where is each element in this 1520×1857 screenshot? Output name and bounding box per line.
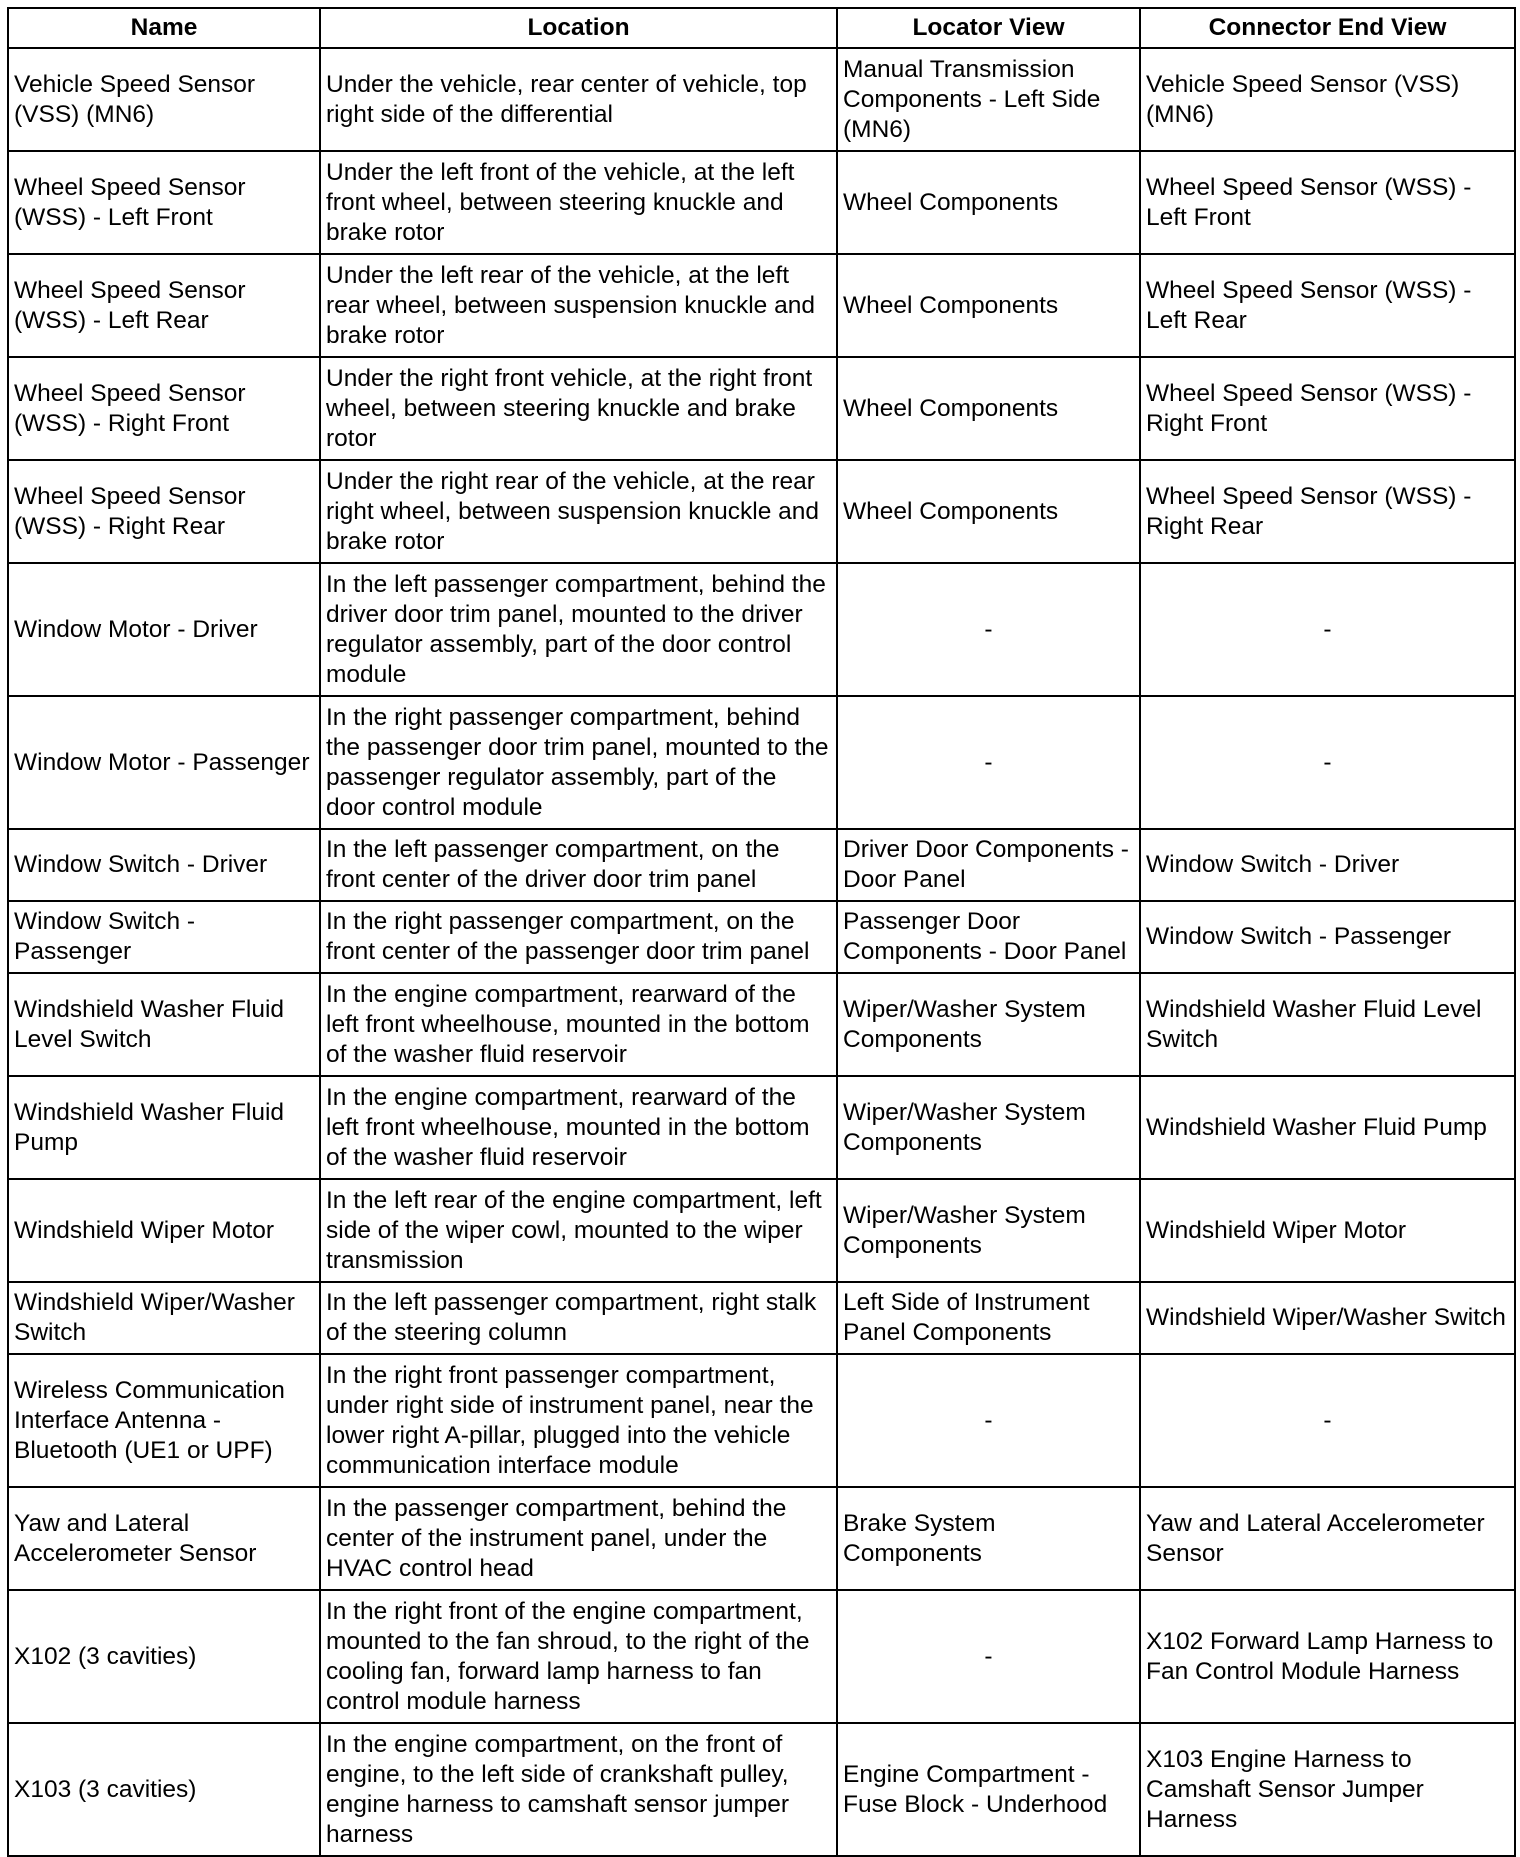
cell-name: Windshield Wiper/Washer Switch: [8, 1282, 320, 1354]
cell-locator-view: Wheel Components: [837, 460, 1140, 563]
cell-connector-end-view: Window Switch - Passenger: [1140, 901, 1515, 973]
table-row: [8, 460, 1515, 563]
cell-connector-end-view: X103 Engine Harness to Camshaft Sensor Jumper Harness: [1140, 1723, 1515, 1856]
cell-location: In the engine compartment, rearward of the left front wheelhouse, mounted in the bottom of the washer fluid reservoir: [320, 973, 837, 1076]
cell-name: Wheel Speed Sensor (WSS) - Right Front: [8, 357, 320, 460]
cell-locator-view: Brake System Components: [837, 1487, 1140, 1590]
cell-connector-end-view: X102 Forward Lamp Harness to Fan Control Module Harness: [1140, 1590, 1515, 1723]
cell-location: In the engine compartment, on the front of engine, to the left side of crankshaft pulley, engine harness to camshaft sensor jumper harness: [320, 1723, 837, 1856]
cell-locator-view: Wiper/Washer System Components: [837, 1179, 1140, 1282]
cell-name: Wheel Speed Sensor (WSS) - Left Front: [8, 151, 320, 254]
cell-name: Wireless Communication Interface Antenna - Bluetooth (UE1 or UPF): [8, 1354, 320, 1487]
table-row: [8, 1076, 1515, 1179]
cell-location: In the right front of the engine compartment, mounted to the fan shroud, to the right of the cooling fan, forward lamp harness to fan control module harness: [320, 1590, 837, 1723]
cell-connector-end-view: Windshield Washer Fluid Pump: [1140, 1076, 1515, 1179]
table-row: [8, 563, 1515, 696]
cell-location: In the passenger compartment, behind the center of the instrument panel, under the HVAC control head: [320, 1487, 837, 1590]
cell-connector-end-view: Wheel Speed Sensor (WSS) - Right Front: [1140, 357, 1515, 460]
cell-locator-view: -: [837, 1590, 1140, 1723]
cell-locator-view: Wheel Components: [837, 151, 1140, 254]
cell-name: X103 (3 cavities): [8, 1723, 320, 1856]
cell-name: Window Switch - Passenger: [8, 901, 320, 973]
cell-name: Windshield Washer Fluid Pump: [8, 1076, 320, 1179]
cell-location: Under the left front of the vehicle, at the left front wheel, between steering knuckle and brake rotor: [320, 151, 837, 254]
cell-name: Windshield Washer Fluid Level Switch: [8, 973, 320, 1076]
cell-locator-view: Engine Compartment - Fuse Block - Underhood: [837, 1723, 1140, 1856]
cell-name: Windshield Wiper Motor: [8, 1179, 320, 1282]
cell-name: Wheel Speed Sensor (WSS) - Right Rear: [8, 460, 320, 563]
cell-connector-end-view: Yaw and Lateral Accelerometer Sensor: [1140, 1487, 1515, 1590]
table-body: [8, 48, 1515, 1856]
cell-locator-view: Driver Door Components - Door Panel: [837, 829, 1140, 901]
table-row: [8, 1179, 1515, 1282]
cell-connector-end-view: Vehicle Speed Sensor (VSS) (MN6): [1140, 48, 1515, 151]
cell-location: Under the right front vehicle, at the right front wheel, between steering knuckle and brake rotor: [320, 357, 837, 460]
cell-locator-view: -: [837, 696, 1140, 829]
cell-location: In the right passenger compartment, on the front center of the passenger door trim panel: [320, 901, 837, 973]
cell-name: Yaw and Lateral Accelerometer Sensor: [8, 1487, 320, 1590]
cell-name: Vehicle Speed Sensor (VSS) (MN6): [8, 48, 320, 151]
cell-connector-end-view: Wheel Speed Sensor (WSS) - Left Rear: [1140, 254, 1515, 357]
cell-connector-end-view: -: [1140, 1354, 1515, 1487]
table-row: [8, 151, 1515, 254]
cell-location: In the left passenger compartment, right stalk of the steering column: [320, 1282, 837, 1354]
cell-connector-end-view: Wheel Speed Sensor (WSS) - Left Front: [1140, 151, 1515, 254]
table-row: [8, 1723, 1515, 1856]
cell-name: Window Motor - Passenger: [8, 696, 320, 829]
cell-location: In the right front passenger compartment, under right side of instrument panel, near the lower right A-pillar, plugged into the vehicle communication interface module: [320, 1354, 837, 1487]
header-location: Location: [320, 8, 837, 48]
cell-locator-view: Passenger Door Components - Door Panel: [837, 901, 1140, 973]
cell-location: In the left passenger compartment, behind the driver door trim panel, mounted to the driver regulator assembly, part of the door control module: [320, 563, 837, 696]
cell-location: Under the right rear of the vehicle, at the rear right wheel, between suspension knuckle and brake rotor: [320, 460, 837, 563]
cell-location: Under the left rear of the vehicle, at the left rear wheel, between suspension knuckle and brake rotor: [320, 254, 837, 357]
cell-connector-end-view: Window Switch - Driver: [1140, 829, 1515, 901]
header-locator-view: Locator View: [837, 8, 1140, 48]
cell-name: Window Motor - Driver: [8, 563, 320, 696]
table-row: [8, 48, 1515, 151]
cell-name: X102 (3 cavities): [8, 1590, 320, 1723]
cell-location: In the right passenger compartment, behind the passenger door trim panel, mounted to the passenger regulator assembly, part of the door control module: [320, 696, 837, 829]
cell-connector-end-view: Windshield Wiper/Washer Switch: [1140, 1282, 1515, 1354]
header-row: [8, 8, 1515, 48]
cell-connector-end-view: -: [1140, 563, 1515, 696]
cell-locator-view: Manual Transmission Components - Left Side (MN6): [837, 48, 1140, 151]
header-connector-end-view: Connector End View: [1140, 8, 1515, 48]
cell-connector-end-view: -: [1140, 696, 1515, 829]
cell-locator-view: Left Side of Instrument Panel Components: [837, 1282, 1140, 1354]
table-row: [8, 1282, 1515, 1354]
component-locator-table: [7, 7, 1516, 1857]
cell-connector-end-view: Windshield Washer Fluid Level Switch: [1140, 973, 1515, 1076]
header-name: Name: [8, 8, 320, 48]
cell-locator-view: Wiper/Washer System Components: [837, 1076, 1140, 1179]
table-row: [8, 973, 1515, 1076]
table-row: [8, 1354, 1515, 1487]
cell-locator-view: Wheel Components: [837, 254, 1140, 357]
cell-location: In the left rear of the engine compartment, left side of the wiper cowl, mounted to the wiper transmission: [320, 1179, 837, 1282]
cell-locator-view: Wiper/Washer System Components: [837, 973, 1140, 1076]
table-row: [8, 901, 1515, 973]
cell-locator-view: -: [837, 563, 1140, 696]
cell-location: Under the vehicle, rear center of vehicle, top right side of the differential: [320, 48, 837, 151]
cell-locator-view: -: [837, 1354, 1140, 1487]
table-row: [8, 254, 1515, 357]
cell-name: Wheel Speed Sensor (WSS) - Left Rear: [8, 254, 320, 357]
table-row: [8, 1590, 1515, 1723]
cell-location: In the left passenger compartment, on the front center of the driver door trim panel: [320, 829, 837, 901]
cell-connector-end-view: Wheel Speed Sensor (WSS) - Right Rear: [1140, 460, 1515, 563]
table-row: [8, 1487, 1515, 1590]
cell-name: Window Switch - Driver: [8, 829, 320, 901]
cell-locator-view: Wheel Components: [837, 357, 1140, 460]
table-row: [8, 829, 1515, 901]
cell-location: In the engine compartment, rearward of the left front wheelhouse, mounted in the bottom of the washer fluid reservoir: [320, 1076, 837, 1179]
table-row: [8, 357, 1515, 460]
cell-connector-end-view: Windshield Wiper Motor: [1140, 1179, 1515, 1282]
table-row: [8, 696, 1515, 829]
